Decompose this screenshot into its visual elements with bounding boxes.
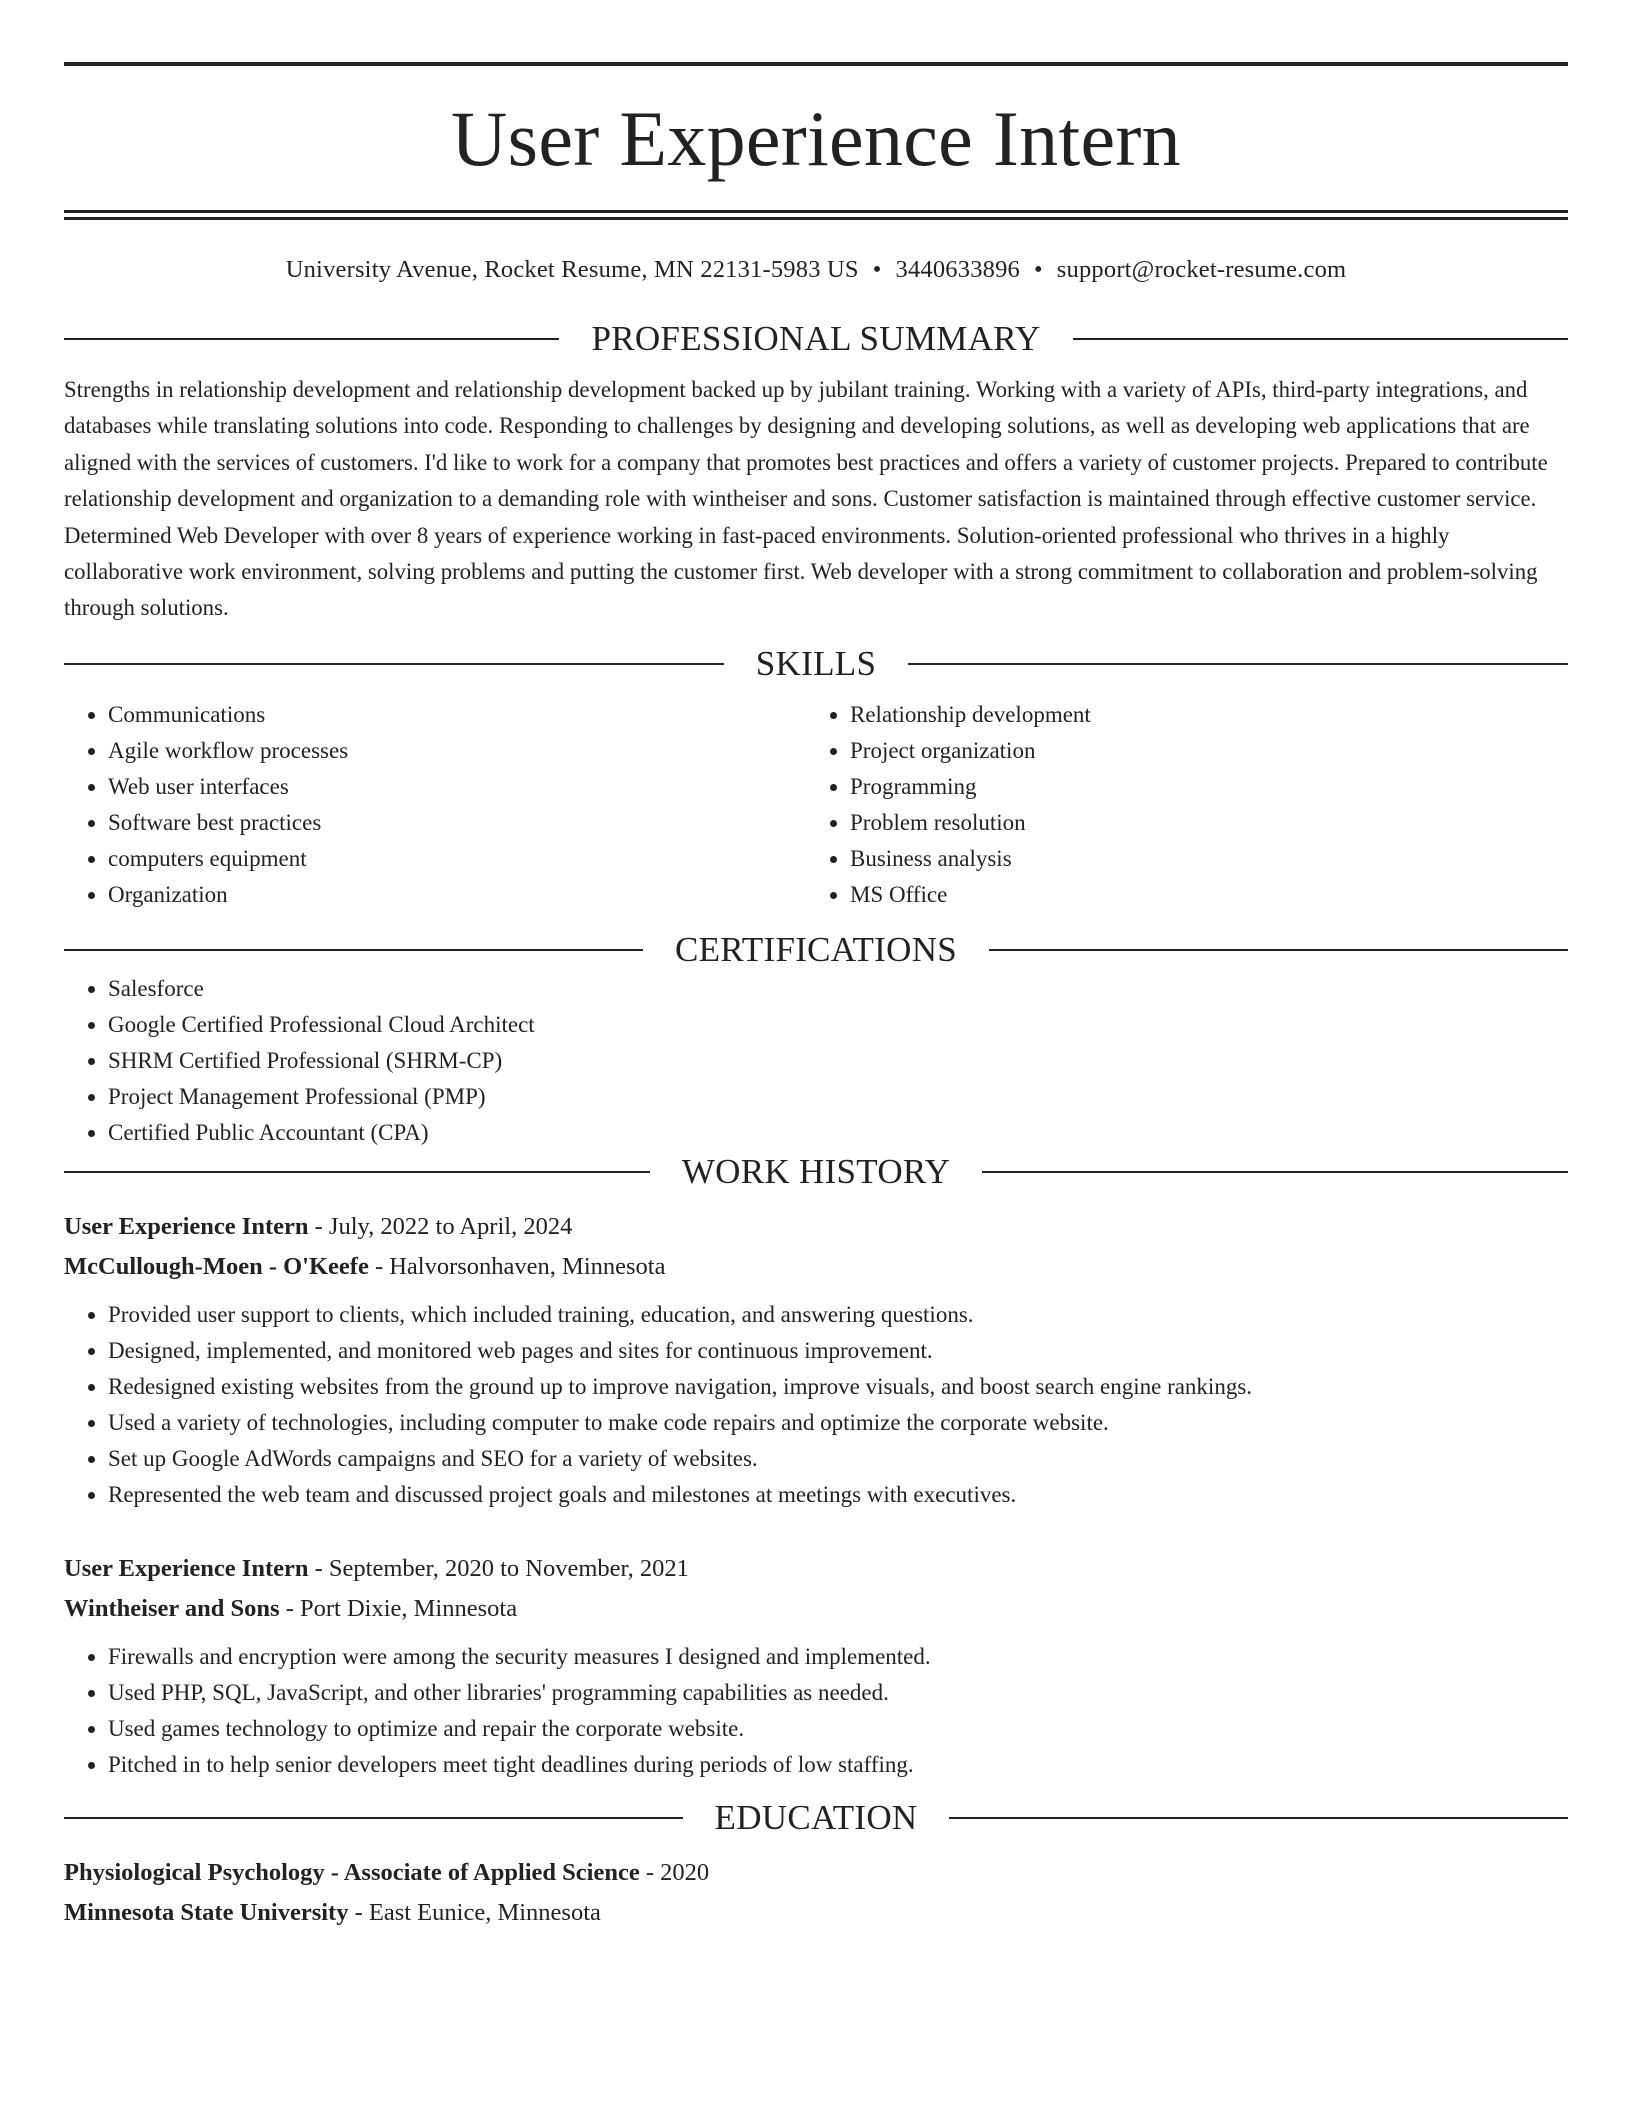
job-company: McCullough-Moen - O'Keefe <box>64 1252 369 1280</box>
skill-item: • Relationship development <box>850 697 1548 733</box>
section-rule-right <box>949 1817 1568 1819</box>
job-bullet: • Pitched in to help senior developers meet tight deadlines during periods of low staffing. <box>108 1747 1568 1783</box>
education-entry <box>64 1853 1568 1933</box>
job-company-line <box>64 1589 1568 1629</box>
skill-item: • computers equipment <box>108 841 806 877</box>
job-bullet: • Set up Google AdWords campaigns and SEO for a variety of websites. <box>108 1441 1568 1477</box>
work-history-list <box>64 1207 1568 1783</box>
contact-line <box>64 256 1568 284</box>
skills-list <box>64 697 1568 913</box>
resume-title: User Experience Intern <box>451 95 1181 182</box>
resume-page <box>64 0 1568 1933</box>
job-bullet: • Designed, implemented, and monitored web pages and sites for continuous improvement. <box>108 1333 1568 1369</box>
section-rule-right <box>908 663 1568 665</box>
section-rule-right <box>989 949 1568 951</box>
contact-phone[interactable]: 3440633896 <box>895 256 1020 283</box>
job-dates: - September, 2020 to November, 2021 <box>308 1554 689 1582</box>
section-rule-left <box>64 338 559 340</box>
summary-text: Strengths in relationship development and relationship development backed up by jubilant training. Working with a variety of APIs, third-party integrations, and databases while translating solutions into code. Responding to challenges by designing and developing solutions, as well as developing web applications that are aligned with the services of customers. I'd like to work for a company that promotes best practices and offers a variety of customer projects. Prepared to contribute relationship development and organization to a demanding role with wintheiser and sons. Customer satisfaction is maintained through effective customer service. Determined Web Developer with over 8 years of experience working in fast-paced environments. Solution-oriented professional who thrives in a highly collaborative work environment, solving problems and putting the customer first. Web developer with a strong commitment to collaboration and problem-solving through solutions. <box>64 377 1548 621</box>
job-entry <box>64 1207 1568 1513</box>
certification-item: • SHRM Certified Professional (SHRM-CP) <box>108 1043 1568 1079</box>
job-title-line <box>64 1207 1568 1247</box>
section-title-certifications: CERTIFICATIONS <box>674 929 958 969</box>
job-bullet: • Firewalls and encryption were among the security measures I designed and implemented. <box>108 1639 1568 1675</box>
education-school: Minnesota State University <box>64 1898 349 1926</box>
job-bullet: • Used games technology to optimize and repair the corporate website. <box>108 1711 1568 1747</box>
section-header-summary <box>64 318 1568 360</box>
job-dates: - July, 2022 to April, 2024 <box>308 1212 573 1240</box>
section-header-education <box>64 1797 1568 1839</box>
certification-item: • Certified Public Accountant (CPA) <box>108 1115 1568 1151</box>
certification-item: • Project Management Professional (PMP) <box>108 1079 1568 1115</box>
title-double-rule <box>64 210 1568 220</box>
section-rule-left <box>64 1817 683 1819</box>
education-degree: Physiological Psychology - Associate of Applied Science <box>64 1858 640 1886</box>
certification-item: • Salesforce <box>108 971 1568 1007</box>
job-bullet: • Used a variety of technologies, including computer to make code repairs and optimize the corporate website. <box>108 1405 1568 1441</box>
section-rule-left <box>64 1171 650 1173</box>
section-header-work <box>64 1151 1568 1193</box>
skill-item: • Project organization <box>850 733 1548 769</box>
section-title-skills: SKILLS <box>755 643 877 683</box>
job-company: Wintheiser and Sons <box>64 1594 280 1622</box>
section-header-skills <box>64 643 1568 685</box>
skill-item: • Business analysis <box>850 841 1548 877</box>
job-bullet: • Represented the web team and discussed project goals and milestones at meetings with executives. <box>108 1477 1568 1513</box>
certification-item: • Google Certified Professional Cloud Architect <box>108 1007 1568 1043</box>
skill-item: • MS Office <box>850 877 1548 913</box>
education-school-line <box>64 1893 1568 1933</box>
job-title-line <box>64 1549 1568 1589</box>
contact-separator: • <box>1034 256 1043 283</box>
job-bullets <box>64 1639 1568 1783</box>
section-header-certifications <box>64 929 1568 971</box>
job-location: - Halvorsonhaven, Minnesota <box>368 1252 666 1280</box>
education-year: - 2020 <box>639 1858 710 1886</box>
skills-column-right <box>806 697 1548 913</box>
skill-item: • Organization <box>108 877 806 913</box>
job-bullet: • Redesigned existing websites from the ground up to improve navigation, improve visuals, and boost search engine rankings. <box>108 1369 1568 1405</box>
skill-item: • Communications <box>108 697 806 733</box>
section-title-work: WORK HISTORY <box>681 1151 951 1191</box>
section-title-summary: PROFESSIONAL SUMMARY <box>591 319 1041 358</box>
skills-column-left <box>64 697 806 913</box>
section-rule-left <box>64 663 724 665</box>
skill-item: • Problem resolution <box>850 805 1548 841</box>
job-company-line <box>64 1247 1568 1287</box>
section-rule-right <box>982 1171 1568 1173</box>
job-bullets <box>64 1297 1568 1513</box>
section-title-education: EDUCATION <box>714 1797 918 1837</box>
education-location: - East Eunice, Minnesota <box>348 1898 601 1926</box>
job-bullet: • Used PHP, SQL, JavaScript, and other libraries' programming capabilities as needed. <box>108 1675 1568 1711</box>
education-degree-line <box>64 1853 1568 1893</box>
contact-address: University Avenue, Rocket Resume, MN 22131-5983 US <box>285 256 859 283</box>
section-rule-right <box>1073 338 1568 340</box>
section-rule-left <box>64 949 643 951</box>
contact-email[interactable]: support@rocket-resume.com <box>1056 256 1347 283</box>
job-title: User Experience Intern <box>64 1554 309 1582</box>
contact-separator: • <box>872 256 882 283</box>
job-title: User Experience Intern <box>64 1212 309 1240</box>
certifications-list <box>64 971 1568 1151</box>
job-location: - Port Dixie, Minnesota <box>279 1594 518 1622</box>
skill-item: • Software best practices <box>108 805 806 841</box>
skill-item: • Agile workflow processes <box>108 733 806 769</box>
job-bullet: • Provided user support to clients, which included training, education, and answering questions. <box>108 1297 1568 1333</box>
skill-item: • Programming <box>850 769 1548 805</box>
job-entry <box>64 1549 1568 1783</box>
skill-item: • Web user interfaces <box>108 769 806 805</box>
